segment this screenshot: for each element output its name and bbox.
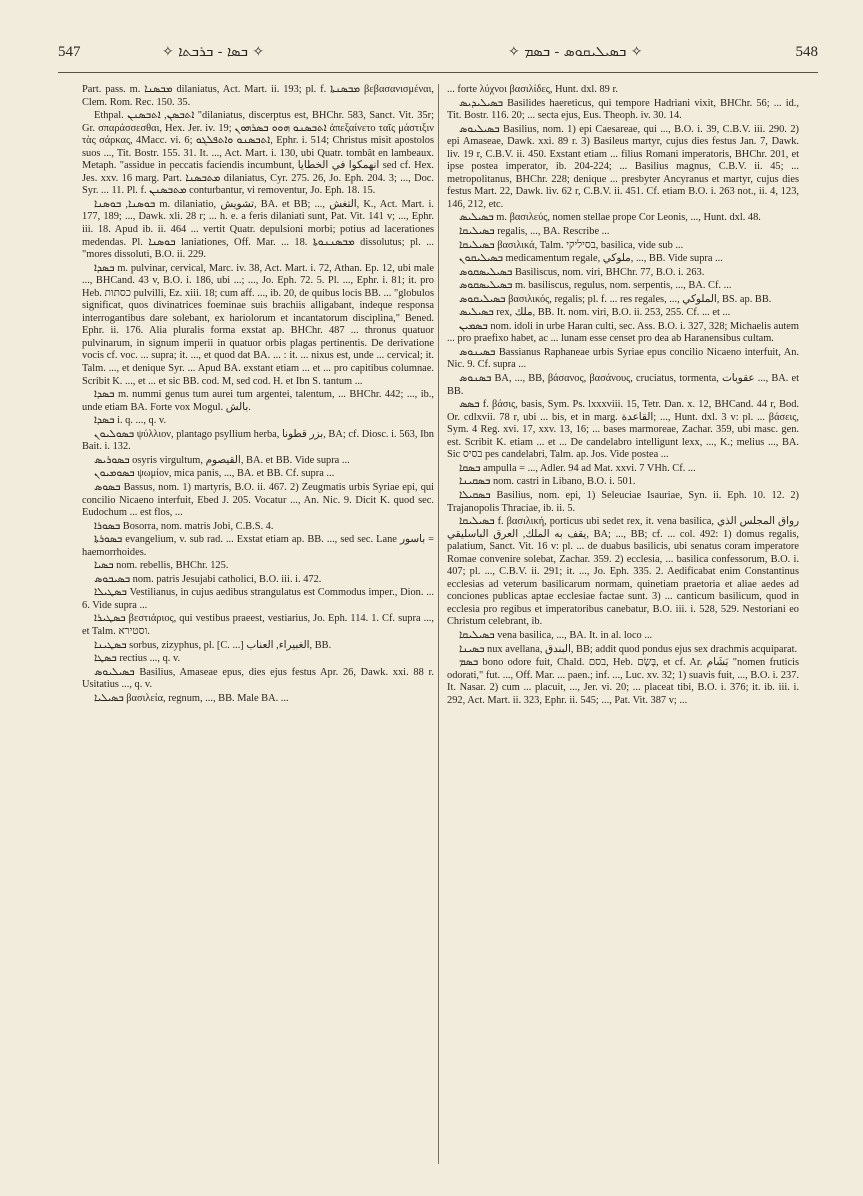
dictionary-entry: ܒܣܘܪܝܣ osyris virgultum, القيصوم, BA. et BB. Vide supra ... — [94, 454, 350, 466]
dictionary-entry: ܒܣܕܐ i. q. ..., q. v. — [94, 415, 167, 427]
dictionary-entry: ܒܣܝܠܝܣܩܘܣ m. basiliscus, regulus, nom. serpentis, ..., BA. Cf. ... — [459, 280, 732, 292]
running-head-right: ✧ ܒܣܝܠܝܩܘܣ - ܒܣܡ ✧ — [508, 44, 643, 60]
right-column — [447, 84, 799, 1174]
dictionary-entry: ܒܣܘܪܬܐ evangelium, v. sub rad. ... Exstat etiam ap. BB. ..., sed sec. Lane باسور = haemorrhoides. — [82, 534, 434, 558]
dictionary-entry: ܒܣܩܝܢܐ nom. castri in Libano, B.O. i. 501. — [459, 476, 636, 488]
dictionary-entry: ܒܣܝܒܘܣ nom. patris Jesujabi catholici, B.O. iii. i. 472. — [94, 573, 322, 585]
dictionary-entry: ... forte λύχνοι βασιλίδες, Hunt. dxl. 89 r. — [447, 84, 618, 95]
dictionary-entry: ܒܣܡܝܢ nom. idoli in urbe Haran culti, sec. Ass. B.O. i. 327, 328; Michaelis autem ... pro praefixo habet, ac ... lunam esse censet pro dea ab Haranensibus cultam. — [447, 320, 799, 345]
left-column — [82, 84, 434, 1174]
page-number-left: 547 — [58, 44, 81, 60]
column-divider — [438, 84, 439, 1164]
dictionary-entry: ܒܣܝܠܝܣ rex, ملك, BB. It. nom. viri, B.O. ii. 253, 255. Cf. ... et ... — [459, 307, 731, 319]
dictionary-entry: ܒܣܩܐ ampulla = ..., Adler. 94 ad Mat. xxvi. 7 VHh. Cf. ... — [459, 462, 696, 474]
dictionary-entry: ܒܣܛܐ rectius ..., q. v. — [94, 653, 181, 665]
dictionary-entry: ܒܣܣ f. βάσις, basis, Sym. Ps. lxxxviii. 15, Tetr. Dan. x. 12, BHCand. 44 r, Bod. Or. cdlxvii. 78 r, ubi ... bis, et in marg. القاعدة; ..., Hunt. dxl. 3 v: pl. ... βάσεις, Sym. 4 Reg. xvi. 17, xxv. 13, 16; ... bases marmoreae, Zachar. 359, ubi masc. gen. est. Scribit K. etiam ... et ... De candelabro intelligunt lexx, ..., K.; melius ..., BA. Sic בסיס pes candelabri, Talm. ap. Jos. Vide postea ... — [447, 399, 799, 461]
dictionary-entry: ܒܣܝܢܘܣ Bassianus Raphaneae urbis Syriae epus concilio Nicaeno interfuit, An. Nic. 9. Cf. supra ... — [447, 346, 799, 371]
dictionary-entry: ܒܣܕܐ m. pulvinar, cervical, Marc. iv. 38, Act. Mart. i. 72, Athan. Ep. 12, ubi male ..., BHCand. 43 v, B.O. i. 186, ubi ...; ..., Jo. Eph. 72. 5. Pl. ..., Ephr. i. 81; it. pro Heb. כסתות pulvilli, Ez. xiii. 18; cum aff. ..., ib. 20, de quibus locis BB. ... "globulos significat, quos divinatrices foeminae suis brachiis alligabant, indeque responsa interrogantibus dare solebant, ex hariolorum et incantatorum disciplina," Bened. Ephr. ii. 176. Alia pluralis forma exstat ap. BHChr. 487 ... thronus quatuor pulvinarum, in signum imperii in quatuor orbis plagas pertinentis. De derivatione vocis cf. voc. ... supra; it. ..., et quod dat BA. ... : it. ... nixus est, unde ... cervical; it. Talm. ..., et denique Syr. ... Apud BA. exstant etiam ... et ... pro capitibus columnae. Scribit K. ..., et ... et sic BB. cod. M, sed cod. H. et Ibn S. tantum ... — [82, 262, 434, 387]
dictionary-entry: ܒܣܝܠܝܕܝܣ Basilides haereticus, qui tempore Hadriani vixit, BHChr. 56; ... id., Tit. Bostr. 116. 20; ... secta ejus, Eus. Theoph. iv. 30. 14. — [447, 97, 799, 122]
dictionary-entry: ܒܣܘܠܝܘܢ ψύλλιον, plantago psyllium herba, بزر قطونا, BA; cf. Diosc. i. 563, Ibn Bait. i. 132. — [82, 428, 434, 453]
dictionary-entry: ܒܣܛܝܠܐ Vestilianus, in cujus aedibus strangulatus est Commodus imper., Dion. ... 6. Vide supra ... — [82, 587, 434, 611]
page-header — [58, 40, 818, 64]
dictionary-entry: ܒܣܝܠܝܩܐ f. βασιλική, porticus ubi sedet rex, it. vena basilica, رواق المجلس الذي يقف به الملك, العرق الباسليقي, BA; ..., BB; cf. ... col. 492: 1) domus regalis, palatium, Sanct. Vit. 16 v: pl. ... de duabus basilicis, ubi senatus coram imperatore Romae convenire solebat, Zachar. 359. 2) ecclesia, ... basilica confessorum, B.O. i. 407; pl. ..., C.B.V. ii. 291; it. ..., Jo. Eph. 335. 2. Aedificabat enim Constantinus ecclesias ad veterum basilicarum normam, quinetiam praetoria et aliae aedes ad conciones publicas aptae ecclesiae factae sunt. 3) ... canticum basilicum, quod in ecclesia pro regibus et imperatoribus canebatur, B.O. iii. i. 528, 529. Nestoriani eo Christum celebrant, ib. — [447, 516, 799, 628]
dictionary-entry: ܒܣܢܘܣ BA, ..., BB, βάσανος, βασάνους, cruciatus, tormenta, عقوبات ..., BA. et BB. — [447, 373, 799, 397]
dictionary-entry: ܒܣܝܢܐ nux avellana, البندق, BB; addit quod pondus ejus sex drachmis acquiparat. — [459, 643, 798, 655]
dictionary-entry: ܒܣܛܝܪܐ βεστιάριος, qui vestibus praeest, vestiarius, Jo. Eph. 114. 1. Cf. supra ..., et Talm. וסטירא. — [82, 613, 434, 637]
dictionary-entry: ܒܣܘܡܝܘܢ ψωμίον, mica panis, ..., BA. et BB. Cf. supra ... — [94, 468, 335, 480]
dictionary-entry: ܒܣܝܠܝܩܐ vena basilica, ..., BA. It. in al. loco ... — [459, 629, 653, 641]
dictionary-entry: ܒܣܝܠܝܣܩܘܣ Basiliscus, nom. viri, BHChr. 77, B.O. i. 263. — [459, 266, 705, 278]
dictionary-entry: ܒܣܡ bono odore fuit, Chald. בסם, Heb. בָּשָׂם, et cf. Ar. بَشَام "nomen fruticis odorati," fut. ..., Off. Mar. ... paen.; inf. ..., Luc. xv. 32; 1) suavis fuit, ..., B.O. i. 237. It. Nasar. 2) cum ... placuit, ..., Jer. vi. 20; ... placeat tibi, B.O. i. 376; it. ib. iii. i. 292, Act. Mart. ii. 323, Ephr. ii. 545; ..., Pat. Vit. 387 v; ... — [447, 657, 799, 706]
dictionary-entry: Part. pass. m. ܡܒܣܢܐ dilaniatus, Act. Mart. ii. 193; pl. f. ܡܒܣܢܬܐ βεβασανισμέναι, Clem. Rom. Rec. 150. 35. — [82, 84, 434, 108]
dictionary-entry: ܒܣܘܪܐ Bosorra, nom. matris Jobi, C.B.S. 4. — [94, 520, 274, 532]
dictionary-entry: ܒܣܝܠܝܩܘܣ βασιλικός, regalis; pl. f. ... res regales, ..., الملوكي, BS. ap. BB. — [459, 293, 772, 305]
dictionary-entry: ܒܣܝܠܝܩܐ βασιλικά, Talm. בסיליקי, basilica, vide sub ... — [459, 239, 684, 251]
running-head-left: ✧ ܒܣܐ - ܒܪܒܬܐ ✧ — [162, 44, 265, 60]
dictionary-entry: ܒܣܝܠܝܘܣ Basilius, Amaseae epus, dies ejus festus Apr. 26, Dawk. xxi. 88 r. Usitatius ..., q. v. — [82, 666, 434, 691]
dictionary-entry: ܒܣܝܠܝܩܘܢ medicamentum regale, ملوكي, ..., BB. Vide supra ... — [459, 253, 723, 265]
page-number-right: 548 — [795, 44, 818, 60]
dictionary-entry: ܒܣܕܐ m. nummi genus tum aurei tum argentei, talentum, ... BHChr. 442; ..., ib., unde etiam BA. Forte vox Mogul. بالش. — [82, 389, 434, 413]
dictionary-entry: ܒܣܘܣ Bassus, nom. 1) martyris, B.O. ii. 467. 2) Zeugmatis urbis Syriae epi, qui concilio Nicaeno interfuit, Ebed J. 205. Vocatur ..., An. Nic. 9. Dicit K. quod sec. Eudochum ... est flos, ... — [82, 481, 434, 519]
dictionary-entry: ܒܣܝܠܝܣ m. βασιλεύς, nomen stellae prope Cor Leonis, ..., Hunt. dxl. 48. — [459, 212, 761, 224]
dictionary-entry: ܒܣܝܐ nom. rebellis, BHChr. 125. — [94, 560, 229, 572]
dictionary-entry: ܒܣܛܝܢܐ sorbus, zizyphus, pl. [C. ...] الغبيراء, العناب, BB. — [94, 639, 332, 651]
dictionary-entry: ܒܘܣܢܐ, ܒܘܣܢܐ m. dilaniatio, تشويش, BA. et BB; ..., التغش, K., Act. Mart. i. 177, 189; ..., Dawk. xli. 28 r; ... h. e. a feris dilaniati sunt, Pat. Vit. 141 v; ..., Ephr. iii. 18. Apud ib. ii. 464 ... vertit Quatr. depulsioni morbi; potius ad lacerationes medendas. Pl. ܒܘܣܢܐ laniationes, Off. Mar. ... 18. ܡܒܣܢܢܘܬܐ dissolutus; pl. ... "mores dissoluti, B.O. ii. 229. — [82, 198, 434, 261]
dictionary-entry: ܒܣܝܠܝܘܣ Basilius, nom. 1) epi Caesareae, qui ..., B.O. i. 39, C.B.V. iii. 290. 2) epi Amaseae, Dawk. xxi. 89 r. 3) Basileus martyr, cujus dies festus Jan. 7, Dawk. liv. 19 r, C.B.V. ii. 450. Exstant etiam ... filius Romani imperatoris, BHChr. 201, et ipse postea imperator, ib. 204-224; ... Basilius magnus, C.B.V. ii. 45; ... metropolitanus, BHChr. 228; denique ... presbyter Ancyranus et martyr, cujus dies festus Mart. 22, Dawk. liv. 62 r, C.B.V. ii. 451. Cf. etiam B.O. i. 263 not., ii. 4, 123, 146, 212, etc. — [447, 123, 799, 210]
dictionary-entry: ܒܣܝܠܝܩܐ regalis, ..., BA. Rescribe ... — [459, 226, 610, 238]
dictionary-entry: ܒܣܩܝܠܐ Basilius, nom. epi, 1) Seleuciae Isauriae, Syn. ii. Eph. 10. 12. 2) Trajanopolis Thraciae, ib. ii. 5. — [447, 489, 799, 514]
header-rule — [58, 72, 818, 73]
dictionary-entry: ܒܣܝܠܝܐ βασιλεία, regnum, ..., BB. Male BA. ... — [94, 692, 289, 704]
dictionary-entry: Ethpal. ܐܬܒܣܢ, ܐܬܒܣܢܢ "dilaniatus, discerptus est, BHChr. 583, Sanct. Vit. 35r; Gr. σπαράσσεσθαι, Hex. Jer. iv. 19; ܐܬܒܣܢܘ ܗܘܘ ܒܣܪܗܘܢ ἀπεξαίνετο ταῖς μάστιξιν τὰς σάρκας, 4Macc. vi. 6; ܐܬܒܣܢܘ ܘܐܬܦܠܓܘ, Ephr. i. 514; Christus misit apostolos suos ..., Tit. Bostr. 155. 31. It. ..., Act. Mart. i. 130, ubi Quatr. tombât en lambeaux. Metaph. "assidue in peccatis faciendis incumbunt, انهمكوا في الخطايا sed cf. Hex. Jes. xxv. 16 marg. Part. ܡܬܒܣܢܐ dilaniatus, Cyr. 275. 26, Jo. Eph. 204. 3; ..., Doc. Syr. ... 11. Pl. f. ܡܬܒܣܢܢ conturbantur, vi removentur, Jo. Eph. 18. 15. — [82, 110, 434, 197]
